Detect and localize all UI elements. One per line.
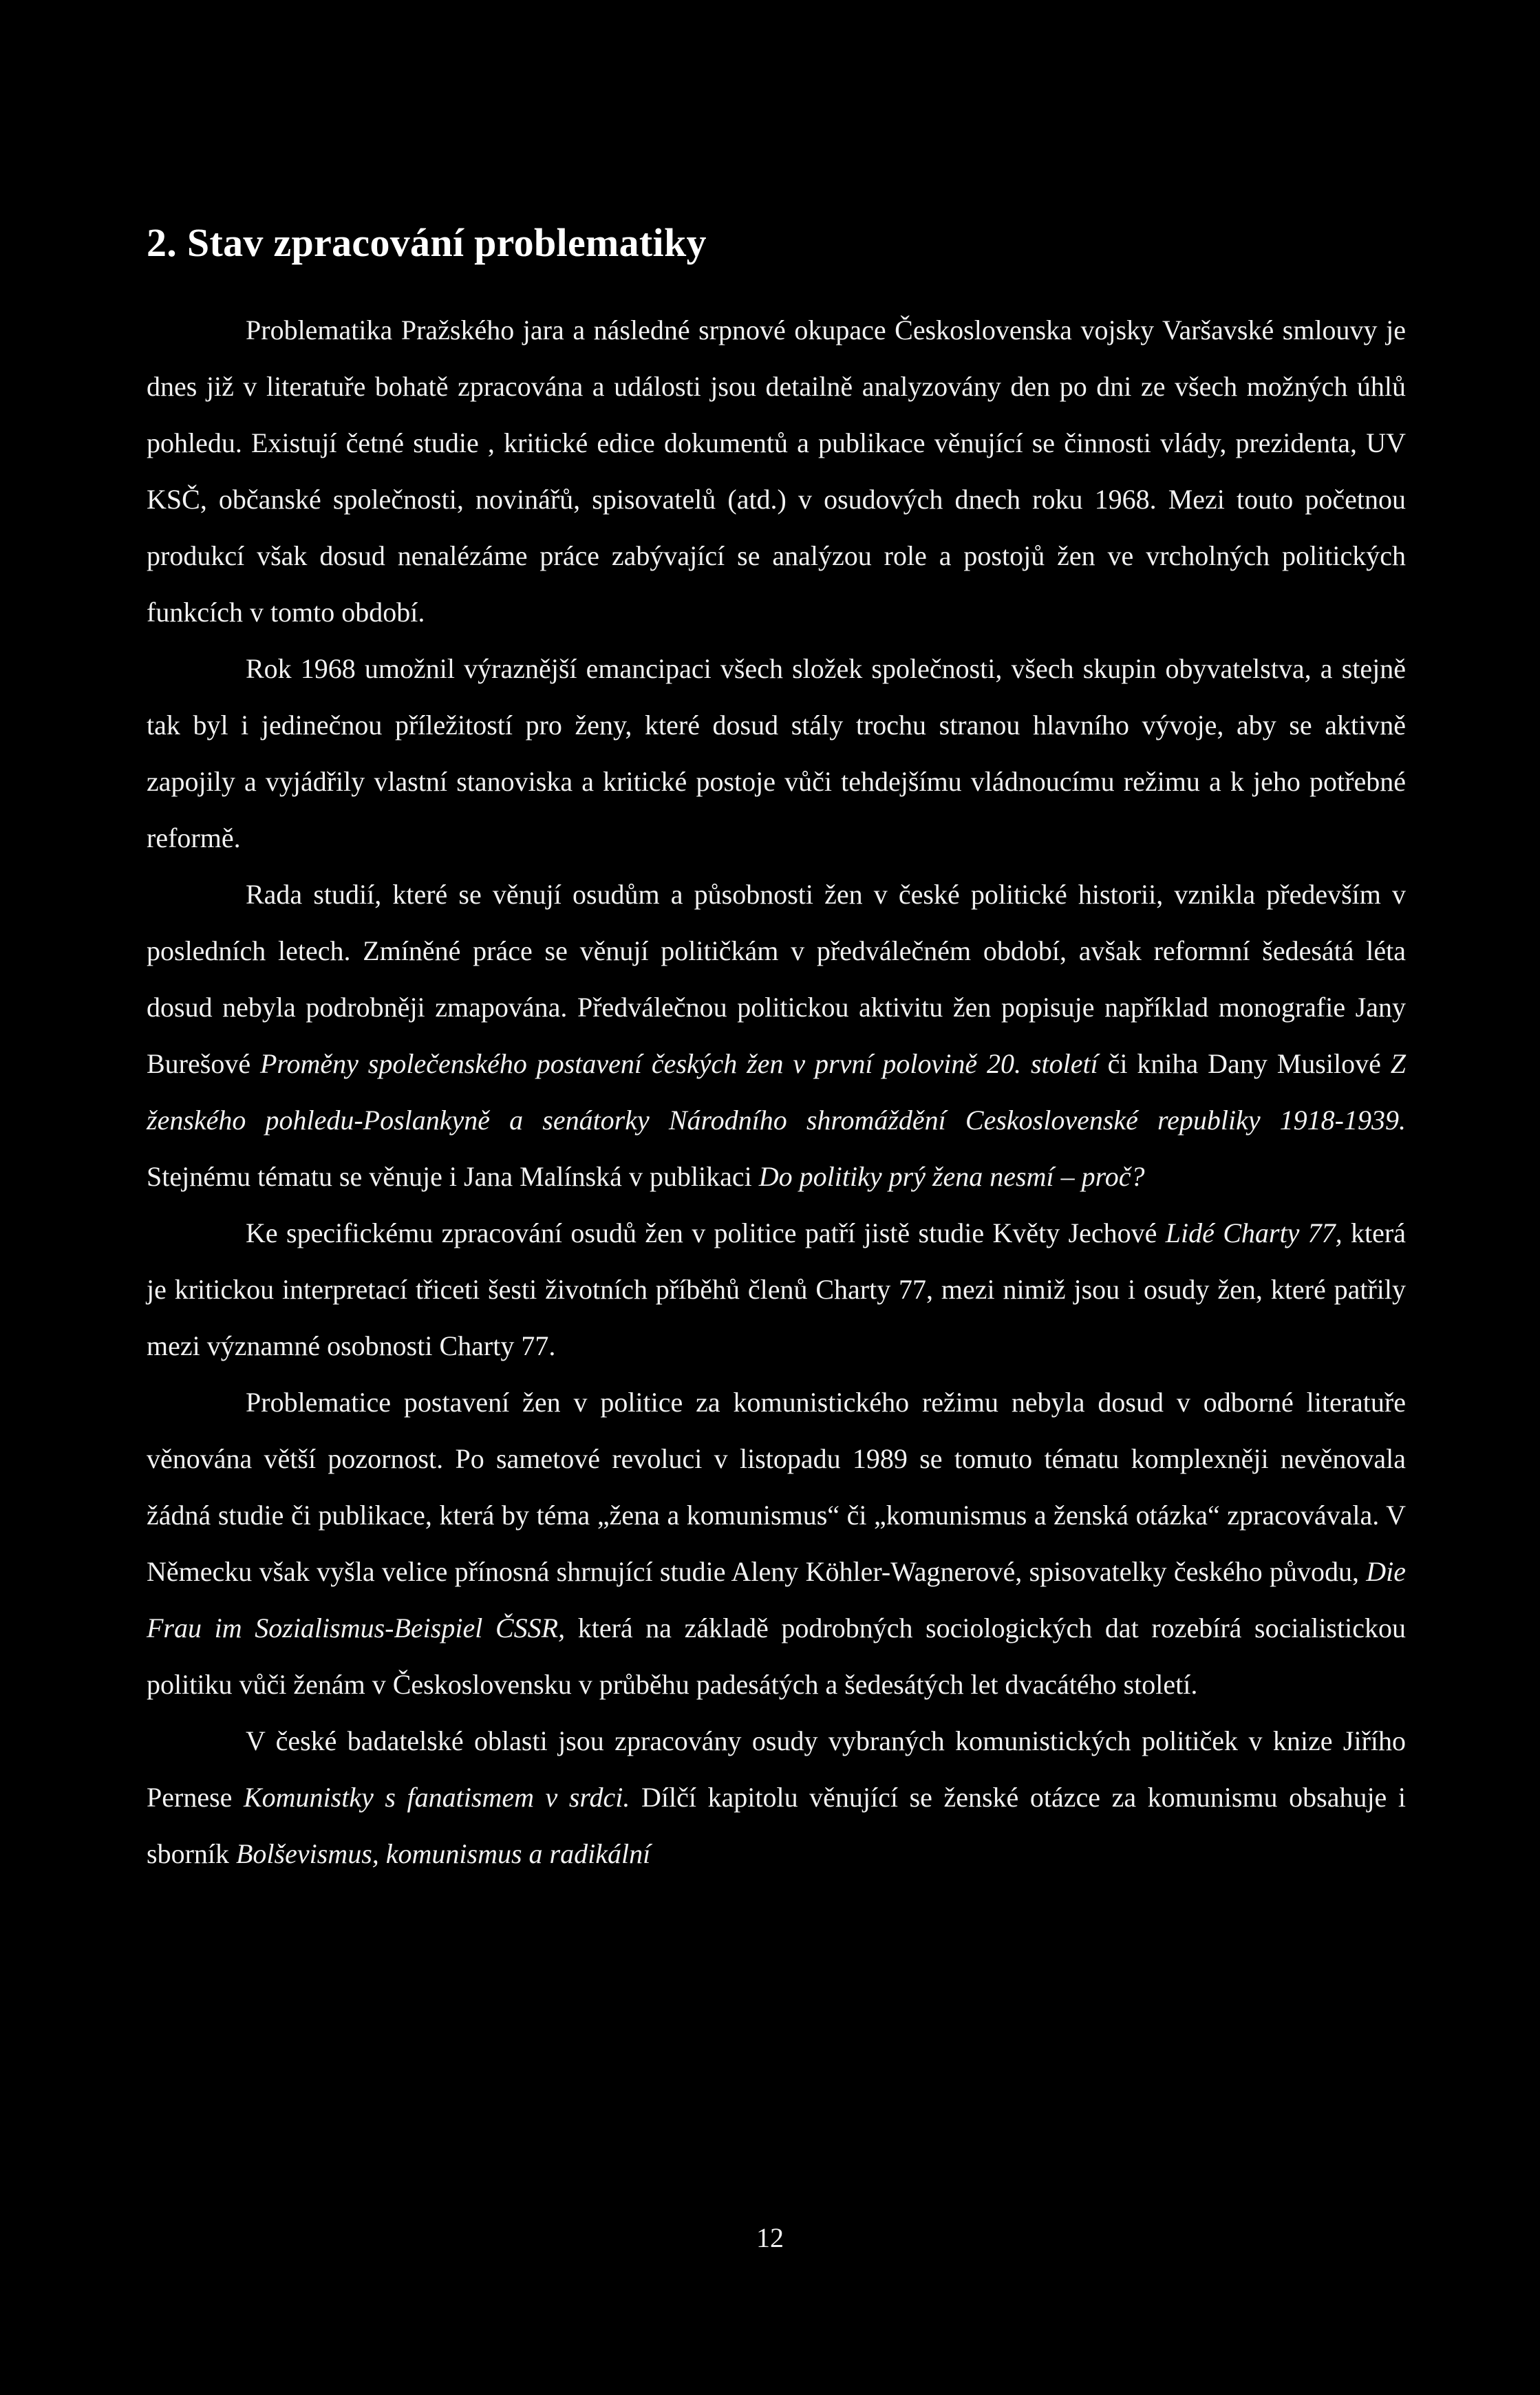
book-title-italic: Z ženského pohledu-Poslankyně a senátorky Národního shromáždění Ceskoslovenské republiky 1918-1939. <box>147 1047 1406 1136</box>
book-title-italic: Komunistky s fanatismem v srdci. <box>243 1781 630 1813</box>
paragraph-text: Problematice postavení žen v politice za komunistického režimu nebyla dosud v odborné literatuře věnována větší pozornost. Po sametové revoluci v listopadu 1989 se tomuto tématu komplexněji nevěnovala žádná studie či publikace, která by téma „žena a komunismus“ či „komunismus a ženská otázka“ zpracovávala. V Německu však vyšla velice přínosná shrnující studie Aleny Köhler-Wagnerové, spisovatelky českého původu, <box>147 1386 1406 1587</box>
document-page <box>147 220 1406 1882</box>
book-title-italic: Bolševismus, komunismus a radikální <box>236 1838 651 1869</box>
paragraph-text: Problematika Pražského jara a následné srpnové okupace Československa vojsky Varšavské smlouvy je dnes již v literatuře bohatě zpracována a události jsou detailně analyzovány den po dni ze všech možných úhlů pohledu. Existují četné studie , kritické edice dokumentů a publikace věnující se činnosti vlády, prezidenta, UV KSČ, občanské společnosti, novinářů, spisovatelů (atd.) v osudových dnech roku 1968. Mezi touto početnou produkcí však dosud nenalézáme práce zabývající se analýzou role a postojů žen ve vrcholných politických funkcích v tomto období. <box>147 314 1406 628</box>
paragraph-text: Rada studií, které se věnují osudům a působnosti žen v české politické historii, vznikla především v posledních letech. Zmíněné práce se věnují političkám v předválečném období, avšak reformní šedesátá léta dosud nebyla podrobněji zmapována. Předválečnou politickou aktivitu žen popisuje například monografie Jany Burešové <box>147 878 1406 1079</box>
paragraph <box>147 1713 1406 1882</box>
section-heading: 2. Stav zpracování problematiky <box>147 220 707 265</box>
body-text <box>147 302 1406 1882</box>
book-title-italic: Die Frau im Sozialismus-Beispiel ČSSR, <box>147 1555 1406 1643</box>
paragraph <box>147 866 1406 1205</box>
paragraph-text: Rok 1968 umožnil výraznější emancipaci všech složek společnosti, všech skupin obyvatelstva, a stejně tak byl i jedinečnou příležitostí pro ženy, které dosud stály trochu stranou hlavního vývoje, aby se aktivně zapojily a vyjádřily vlastní stanoviska a kritické postoje vůči tehdejšímu vládnoucímu režimu a k jeho potřebné reformě. <box>147 652 1406 853</box>
paragraph-text: V české badatelské oblasti jsou zpracovány osudy vybraných komunistických političek v knize Jiřího Pernese <box>147 1725 1406 1813</box>
paragraph-text: Ke specifickému zpracování osudů žen v politice patří jistě studie Květy Jechové <box>246 1217 1166 1248</box>
paragraph-text: která je kritickou interpretací třiceti šesti životních příběhů členů Charty 77, mezi nimiž jsou i osudy žen, které patřily mezi významné osobnosti Charty 77. <box>147 1217 1406 1361</box>
book-title-italic: Lidé Charty 77, <box>1165 1217 1343 1248</box>
book-title-italic: Proměny společenského postavení českých žen v první polovině 20. století <box>259 1047 1098 1079</box>
paragraph <box>147 641 1406 866</box>
paragraph <box>147 302 1406 641</box>
paragraph-text: či kniha Dany Musilové <box>1098 1047 1391 1079</box>
page-number: 12 <box>756 2222 784 2253</box>
book-title-italic: Do politiky prý žena nesmí – proč? <box>758 1160 1145 1192</box>
paragraph <box>147 1205 1406 1374</box>
paragraph-text: Dílčí kapitolu věnující se ženské otázce za komunismu obsahuje i sborník <box>147 1781 1406 1869</box>
paragraph-text: která na základě podrobných sociologických dat rozebírá socialistickou politiku vůči ženám v Československu v průběhu padesátých a šedesátých let dvacátého století. <box>147 1612 1406 1700</box>
paragraph <box>147 1374 1406 1713</box>
paragraph-text: Stejnému tématu se věnuje i Jana Malínská v publikaci <box>147 1160 759 1192</box>
